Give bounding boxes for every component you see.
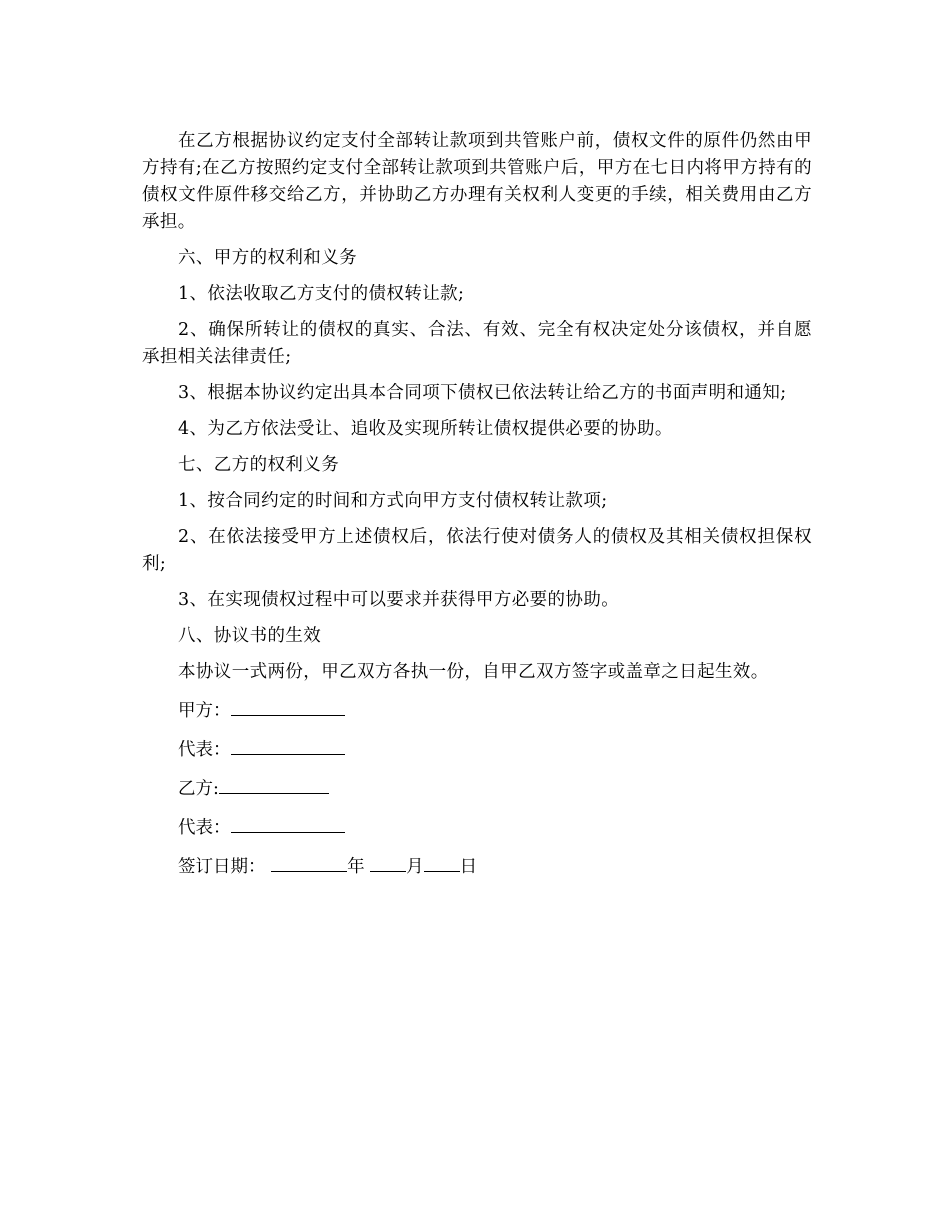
signature-rep-a xyxy=(142,734,812,764)
signature-party-b xyxy=(142,773,812,803)
section-heading-party-a: 六、甲方的权利和义务 xyxy=(178,248,357,268)
date-label: 签订日期： xyxy=(178,857,266,877)
clause-b-3: 3、在实现债权过程中可以要求并获得甲方必要的协助。 xyxy=(178,590,620,610)
clause-a-3: 3、根据本协议约定出具本合同项下债权已依法转让给乙方的书面声明和通知; xyxy=(178,383,787,403)
section-heading-effectiveness: 八、协议书的生效 xyxy=(178,626,322,646)
year-label: 年 xyxy=(347,857,365,877)
effectiveness-text: 本协议一式两份，甲乙双方各执一份，自甲乙双方签字或盖章之日起生效。 xyxy=(178,662,769,682)
signing-date xyxy=(142,851,812,881)
paragraph-transfer-documents: 在乙方根据协议约定支付全部转让款项到共管账户前，债权文件的原件仍然由甲方持有;在乙方按照约定支付全部转让款项到共管账户后，甲方在七日内将甲方持有的债权文件原件移交给乙方，并协助乙方办理有关权利人变更的手续，相关费用由乙方承担。 xyxy=(142,131,812,232)
year-blank xyxy=(271,851,347,872)
party-b-label: 乙方: xyxy=(178,779,219,799)
signature-party-a xyxy=(142,695,812,725)
party-a-blank xyxy=(231,695,345,716)
signature-rep-b xyxy=(142,812,812,842)
day-label: 日 xyxy=(459,857,478,877)
clause-a-4: 4、为乙方依法受让、追收及实现所转让债权提供必要的协助。 xyxy=(178,419,673,439)
document-page xyxy=(142,128,812,890)
party-a-label: 甲方： xyxy=(178,701,231,721)
day-blank xyxy=(424,851,460,872)
rep-a-blank xyxy=(231,734,345,755)
section-heading-party-b: 七、乙方的权利义务 xyxy=(178,455,340,475)
month-label: 月 xyxy=(406,857,424,877)
clause-a-2: 2、确保所转让的债权的真实、合法、有效、完全有权决定处分该债权，并自愿承担相关法律责任; xyxy=(142,320,812,367)
rep-b-label: 代表： xyxy=(178,818,231,838)
clause-b-2: 2、在依法接受甲方上述债权后，依法行使对债务人的债权及其相关债权担保权利; xyxy=(142,527,812,574)
party-b-blank xyxy=(219,773,329,794)
clause-a-1: 1、依法收取乙方支付的债权转让款; xyxy=(178,284,465,304)
month-blank xyxy=(370,851,406,872)
clause-b-1: 1、按合同约定的时间和方式向甲方支付债权转让款项; xyxy=(178,491,608,511)
rep-b-blank xyxy=(231,812,345,833)
rep-a-label: 代表： xyxy=(178,740,231,760)
